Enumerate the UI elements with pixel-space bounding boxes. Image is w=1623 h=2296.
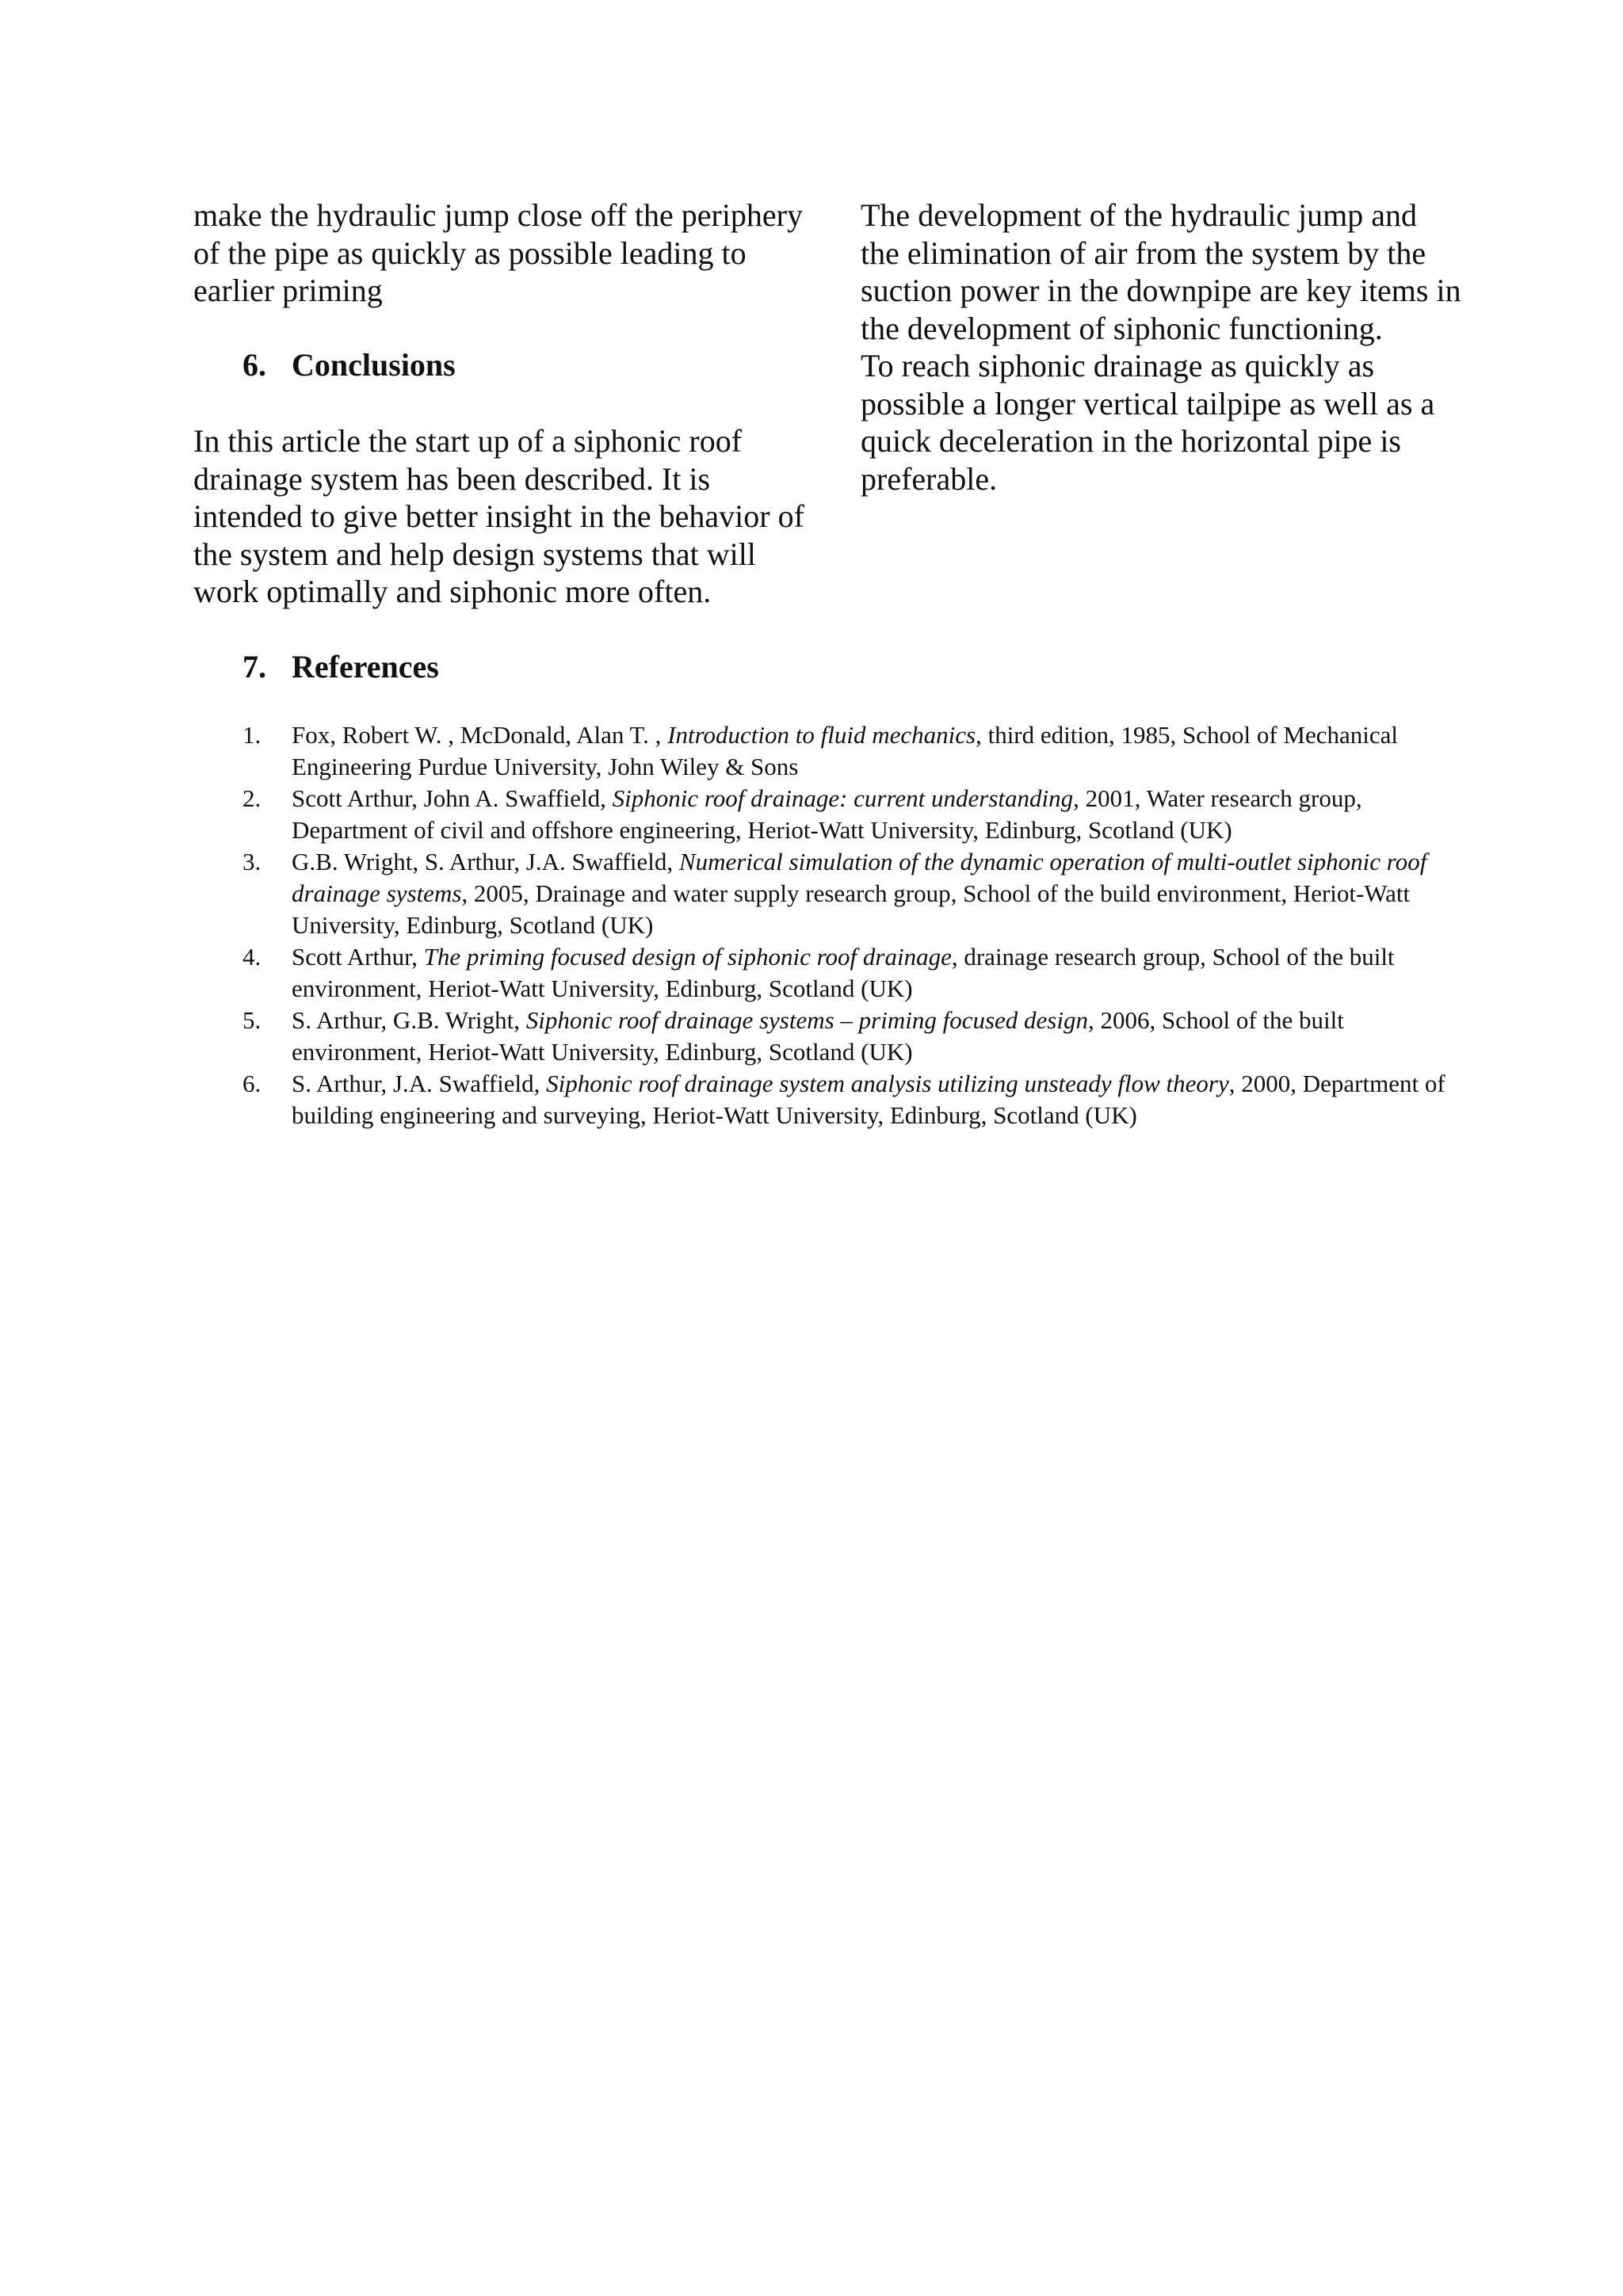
reference-item <box>242 719 1447 783</box>
section-7-heading <box>193 648 439 686</box>
references-list <box>242 719 1447 1131</box>
reference-authors: Scott Arthur, John A. Swaffield, <box>292 784 613 812</box>
conclusions-body: In this article the start up of a siphonic roof drainage system has been described. It is intended to give better insight in the behavior of the system and help design systems that will work optimally and siphonic more often. <box>193 423 804 609</box>
reference-title: Siphonic roof drainage systems – priming focused design <box>525 1006 1088 1034</box>
reference-authors: Fox, Robert W. , McDonald, Alan T. , <box>292 721 668 749</box>
reference-title: Siphonic roof drainage system analysis utilizing unsteady flow theory <box>546 1070 1229 1097</box>
reference-title: Introduction to fluid mechanics <box>667 721 976 749</box>
right-column-paragraph-1: The development of the hydraulic jump and the elimination of air from the system by the suction power in the downpipe are key items in the development of siphonic functioning. <box>861 197 1461 346</box>
reference-item <box>242 1005 1447 1068</box>
section-6-heading <box>193 346 456 384</box>
reference-details: , 2000, Department of building engineering and surveying, Heriot-Watt University, Edinburg, Scotland (UK) <box>292 1070 1445 1129</box>
reference-authors: G.B. Wright, S. Arthur, J.A. Swaffield, <box>292 848 679 875</box>
reference-authors: Scott Arthur, <box>292 943 424 971</box>
section-6-number: 6. <box>242 347 266 383</box>
reference-number: 3. <box>242 848 262 875</box>
reference-title: The priming focused design of siphonic roof drainage <box>423 943 952 971</box>
reference-number: 2. <box>242 784 262 812</box>
reference-item <box>242 783 1447 846</box>
reference-details: , third edition, 1985, School of Mechanical Engineering Purdue University, John Wiley & Sons <box>292 721 1398 780</box>
section-7-title: References <box>292 649 439 685</box>
right-column <box>861 196 1463 498</box>
reference-number: 6. <box>242 1070 262 1097</box>
reference-title: Numerical simulation of the dynamic operation of multi-outlet siphonic roof drainage systems <box>292 848 1427 907</box>
reference-number: 5. <box>242 1006 262 1034</box>
reference-details: , 2001, Water research group, Department of civil and offshore engineering, Heriot-Watt University, Edinburg, Scotland (UK) <box>292 784 1362 844</box>
reference-item <box>242 1068 1447 1131</box>
reference-authors: S. Arthur, J.A. Swaffield, <box>292 1070 547 1097</box>
reference-details: , drainage research group, School of the built environment, Heriot-Watt University, Edinburg, Scotland (UK) <box>292 943 1395 1002</box>
reference-number: 1. <box>242 721 262 749</box>
section-6-title: Conclusions <box>292 347 456 383</box>
reference-item <box>242 846 1447 941</box>
reference-authors: S. Arthur, G.B. Wright, <box>292 1006 526 1034</box>
left-column-intro-text: make the hydraulic jump close off the periphery of the pipe as quickly as possible leading to earlier priming <box>193 197 804 308</box>
right-column-paragraph-2: To reach siphonic drainage as quickly as possible a longer vertical tailpipe as well as a quick deceleration in the horizontal pipe is preferable. <box>861 348 1435 497</box>
reference-details: , 2006, School of the built environment, Heriot-Watt University, Edinburg, Scotland (UK) <box>292 1006 1344 1066</box>
reference-details: , 2005, Drainage and water supply research group, School of the build environment, Heriot-Watt University, Edinburg, Scotland (UK) <box>292 879 1411 939</box>
reference-title: Siphonic roof drainage: current understanding <box>612 784 1074 812</box>
reference-number: 4. <box>242 943 262 971</box>
section-7-number: 7. <box>242 649 266 685</box>
reference-item <box>242 941 1447 1005</box>
